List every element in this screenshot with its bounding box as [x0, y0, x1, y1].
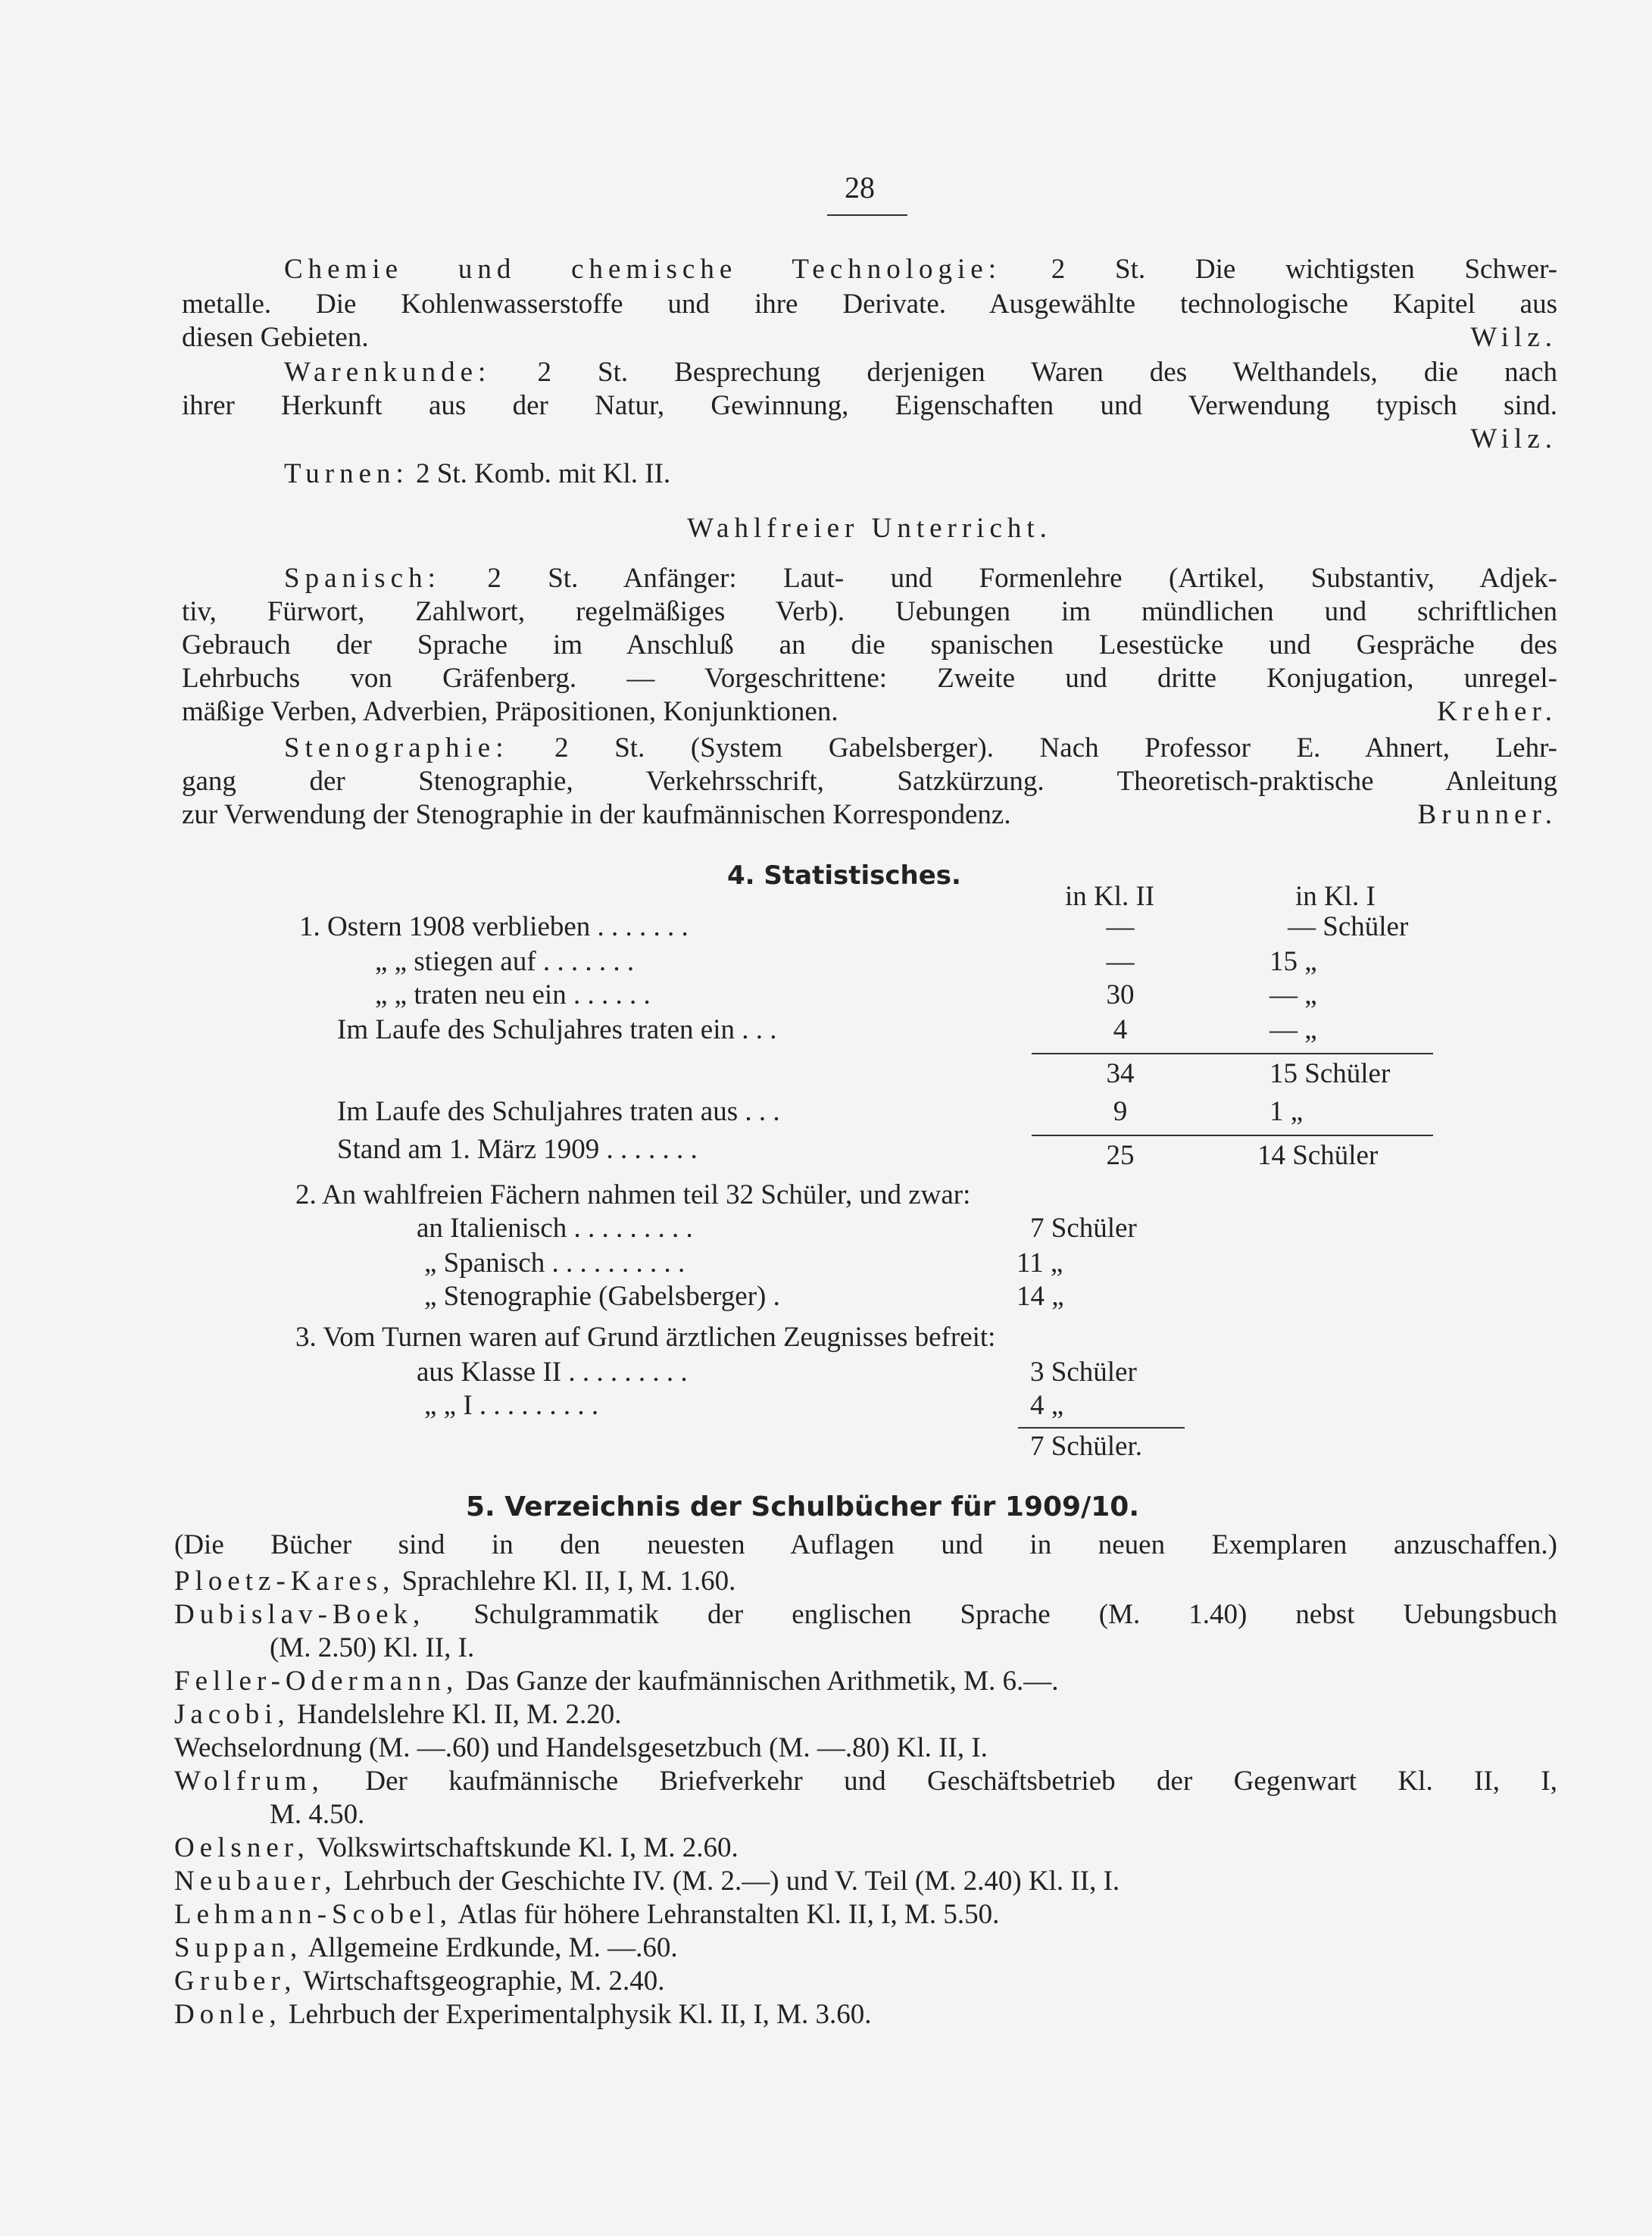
befreit-row-1-label: aus Klasse II . . . . . . . . .: [417, 1357, 688, 1388]
spanisch-line-5: [182, 695, 1557, 729]
wahl-row-3-val: 14 „: [1016, 1281, 1064, 1312]
wahlfrei-heading: Wahlfreier Unterricht.: [687, 513, 1052, 544]
befreit-total: 7 Schüler.: [1030, 1431, 1142, 1462]
befreit-sum-rule: [1018, 1427, 1185, 1429]
stat-row-1-label: 1. Ostern 1908 verblieben . . . . . . .: [299, 911, 689, 942]
stenographie-line-2: gang der Stenographie, Verkehrsschrift, Satzkürzung. Theoretisch-praktische Anleitung: [182, 766, 1557, 797]
wahl-row-3-label: „ Stenographie (Gabelsberger) .: [424, 1281, 780, 1312]
stat-row-2-kl1: 15 „: [1269, 946, 1317, 977]
stenographie-subject: Stenographie:: [284, 732, 509, 764]
stat-row-5-kl2: 34: [1106, 1058, 1135, 1089]
chemie-line-1: [284, 253, 1557, 286]
stat-row-6-kl1: 1 „: [1269, 1096, 1304, 1127]
warenkunde-subject: Warenkunde:: [284, 357, 492, 388]
stat-row-3-kl2: 30: [1106, 979, 1135, 1010]
book-2-author: Dubislav-Boek,: [174, 1599, 426, 1630]
spanisch-line1-rest: 2 St. Anfänger: Laut- und Formenlehre (Artikel, Substantiv, Adjek-: [487, 563, 1558, 594]
wahl-row-2-label: „ Spanisch . . . . . . . . . .: [424, 1248, 685, 1279]
befreit-row-2-val: 4 „: [1030, 1390, 1064, 1421]
stenographie-line-1: [284, 732, 1557, 765]
chemie-line1-rest: 2 St. Die wichtigsten Schwer-: [1051, 254, 1558, 285]
book-11-text: Wirtschaftsgeographie, M. 2.40.: [303, 1966, 665, 1997]
stat-row-2-kl2: —: [1106, 946, 1135, 977]
stat-row-7-label: Stand am 1. März 1909 . . . . . . .: [337, 1134, 698, 1165]
stenographie-line-3: [182, 798, 1557, 832]
wahl-row-1-val: 7 Schüler: [1030, 1213, 1137, 1244]
stat-row-2-label: „ „ stiegen auf . . . . . . .: [375, 946, 635, 977]
wahl-row-2-val: 11 „: [1016, 1248, 1063, 1279]
book-6-cont: M. 4.50.: [270, 1799, 365, 1830]
turnen-rest: 2 St. Komb. mit Kl. II.: [416, 458, 671, 489]
book-12: [174, 1998, 1550, 2031]
stat-row-6-kl2: 9: [1113, 1096, 1128, 1127]
book-10-text: Allgemeine Erdkunde, M. —.60.: [308, 1932, 678, 1963]
stat-sum-rule-2: [1032, 1135, 1433, 1136]
book-4-author: Jacobi,: [174, 1699, 290, 1730]
spanisch-subject: Spanisch:: [284, 563, 441, 594]
statistik-item-2: 2. An wahlfreien Fächern nahmen teil 32 Schüler, und zwar:: [295, 1179, 971, 1210]
book-12-author: Donle,: [174, 1999, 282, 2030]
book-6: [174, 1765, 1557, 1798]
spanisch-line5-text: mäßige Verben, Adverbien, Präpositionen, Konjunktionen.: [182, 696, 838, 727]
book-3-text: Das Ganze der kaufmännischen Arithmetik, M. 6.—.: [465, 1666, 1059, 1697]
book-3: [174, 1665, 1550, 1698]
book-11: [174, 1965, 1550, 1998]
spanisch-line-1: [284, 562, 1557, 595]
stat-row-1-kl1: — Schüler: [1288, 911, 1409, 942]
chemie-line-3: [182, 321, 1557, 354]
book-10-author: Suppan,: [174, 1932, 303, 1963]
stat-row-3-label: „ „ traten neu ein . . . . . .: [375, 979, 651, 1010]
statistik-col-kl1: in Kl. I: [1295, 881, 1376, 912]
page-number: 28: [845, 170, 875, 205]
book-8: [174, 1865, 1550, 1898]
book-2-cont: (M. 2.50) Kl. II, I.: [270, 1632, 475, 1663]
statistik-col-kl2: in Kl. II: [1065, 881, 1155, 912]
book-7-author: Oelsner,: [174, 1832, 310, 1863]
turnen-subject: Turnen:: [284, 458, 409, 489]
befreit-row-2-label: „ „ I . . . . . . . . .: [424, 1390, 599, 1421]
page-number-rule: [827, 214, 907, 216]
stat-sum-rule-1: [1032, 1053, 1433, 1054]
spanisch-line-4: Lehrbuchs von Gräfenberg. — Vorgeschrittene: Zweite und dritte Konjugation, unregel-: [182, 663, 1557, 694]
book-8-author: Neubauer,: [174, 1866, 337, 1897]
book-7-text: Volkswirtschaftskunde Kl. I, M. 2.60.: [316, 1832, 739, 1863]
chemie-subject: Chemie und chemische Technologie:: [284, 254, 1001, 285]
book-6-text: Der kaufmännische Briefverkehr und Geschäftsbetrieb der Gegenwart Kl. II, I,: [365, 1766, 1558, 1797]
book-8-text: Lehrbuch der Geschichte IV. (M. 2.—) und V. Teil (M. 2.40) Kl. II, I.: [343, 1866, 1120, 1897]
stat-row-7-kl2: 25: [1106, 1140, 1135, 1171]
stat-row-3-kl1: — „: [1269, 979, 1317, 1010]
wahl-row-1-label: an Italienisch . . . . . . . . .: [417, 1213, 693, 1244]
statistik-item-3: 3. Vom Turnen waren auf Grund ärztlichen Zeugnisses befreit:: [295, 1322, 996, 1353]
book-4: [174, 1698, 1550, 1732]
stenographie-line1-rest: 2 St. (System Gabelsberger). Nach Professor E. Ahnert, Lehr-: [554, 732, 1558, 764]
warenkunde-teacher: Wilz.: [1470, 423, 1557, 454]
warenkunde-line-1: [284, 356, 1557, 389]
spanisch-line-3: Gebrauch der Sprache im Anschluß an die spanischen Lesestücke und Gespräche des: [182, 629, 1557, 660]
spanisch-teacher: Kreher.: [1437, 696, 1557, 727]
stat-row-5-kl1: 15 Schüler: [1269, 1058, 1391, 1089]
stat-row-1-kl2: —: [1106, 911, 1135, 942]
statistik-heading: 4. Statistisches.: [727, 860, 961, 891]
book-1: [174, 1565, 1550, 1598]
stat-row-6-label: Im Laufe des Schuljahres traten aus . . .: [337, 1096, 780, 1127]
stat-row-4-kl1: — „: [1269, 1014, 1317, 1045]
stat-row-4-kl2: 4: [1113, 1014, 1128, 1045]
book-11-author: Gruber,: [174, 1966, 297, 1997]
book-9: [174, 1898, 1550, 1932]
befreit-row-1-val: 3 Schüler: [1030, 1357, 1137, 1388]
stat-row-4-label: Im Laufe des Schuljahres traten ein . . .: [337, 1014, 777, 1045]
chemie-teacher: Wilz.: [1470, 322, 1557, 353]
warenkunde-line1-rest: 2 St. Besprechung derjenigen Waren des Welthandels, die nach: [537, 357, 1558, 388]
book-7: [174, 1832, 1550, 1865]
book-6-author: Wolfrum,: [174, 1766, 324, 1797]
book-1-author: Ploetz-Kares,: [174, 1566, 395, 1597]
book-4-text: Handelslehre Kl. II, M. 2.20.: [297, 1699, 622, 1730]
stenographie-teacher: Brunner.: [1417, 799, 1557, 830]
buecher-heading: 5. Verzeichnis der Schulbücher für 1909/10.: [466, 1491, 1140, 1522]
warenkunde-line-2: ihrer Herkunft aus der Natur, Gewinnung, Eigenschaften und Verwendung typisch sind.: [182, 390, 1557, 421]
book-1-text: Sprachlehre Kl. II, I, M. 1.60.: [401, 1566, 736, 1597]
chemie-line3-text: diesen Gebieten.: [182, 322, 369, 353]
book-9-text: Atlas für höhere Lehranstalten Kl. II, I, M. 5.50.: [458, 1899, 1000, 1930]
book-5: Wechselordnung (M. —.60) und Handelsgesetzbuch (M. —.80) Kl. II, I.: [174, 1732, 988, 1763]
spanisch-line-2: tiv, Fürwort, Zahlwort, regelmäßiges Verb). Uebungen im mündlichen und schriftlichen: [182, 596, 1557, 627]
buecher-note: (Die Bücher sind in den neuesten Auflagen und in neuen Exemplaren anzuschaffen.): [174, 1529, 1557, 1560]
book-12-text: Lehrbuch der Experimentalphysik Kl. II, I, M. 3.60.: [288, 1999, 872, 2030]
book-3-author: Feller-Odermann,: [174, 1666, 459, 1697]
book-10: [174, 1932, 1550, 1965]
book-2: [174, 1598, 1557, 1632]
book-9-author: Lehmann-Scobel,: [174, 1899, 452, 1930]
stenographie-line3-text: zur Verwendung der Stenographie in der kaufmännischen Korrespondenz.: [182, 799, 1011, 830]
turnen-line: [284, 458, 1557, 491]
chemie-line-2: metalle. Die Kohlenwasserstoffe und ihre Derivate. Ausgewählte technologische Kapitel aus: [182, 289, 1557, 320]
book-2-text: Schulgrammatik der englischen Sprache (M. 1.40) nebst Uebungsbuch: [473, 1599, 1558, 1630]
stat-row-7-kl1: 14 Schüler: [1257, 1140, 1379, 1171]
